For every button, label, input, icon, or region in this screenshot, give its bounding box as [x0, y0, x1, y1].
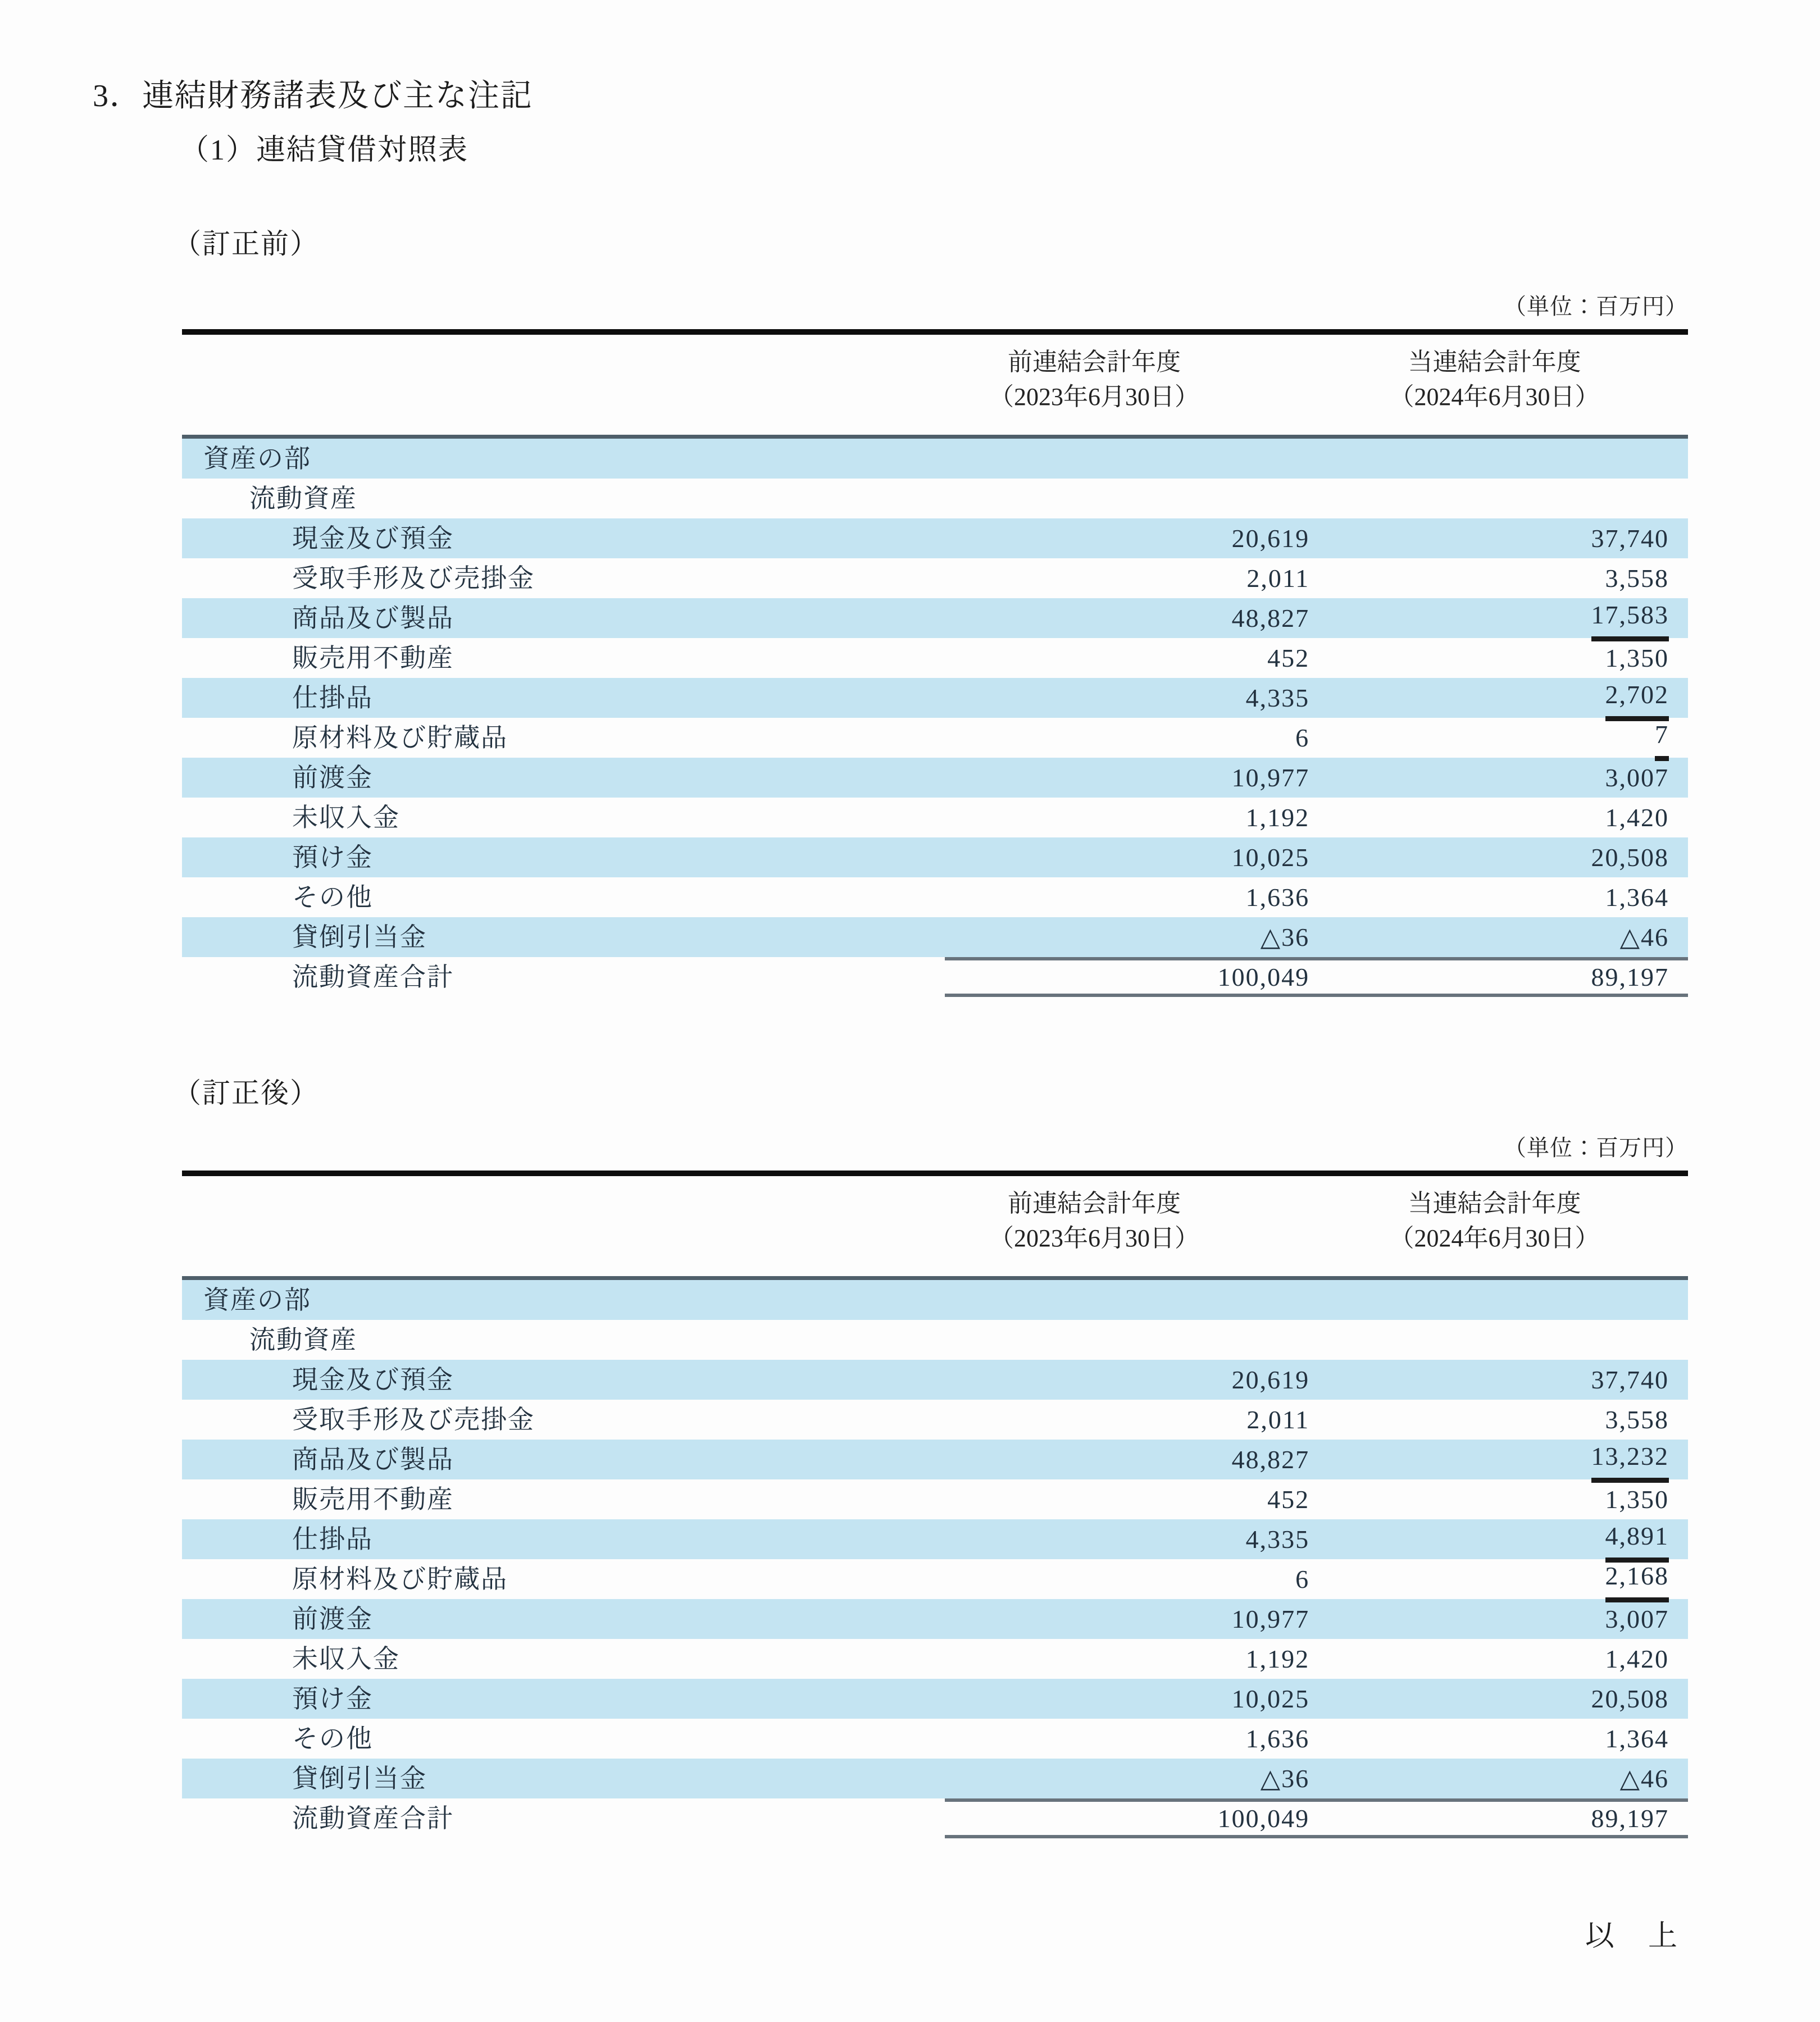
table-row — [182, 558, 1688, 598]
amount-value: 3,558 — [1605, 564, 1669, 593]
table-row — [182, 1400, 1688, 1440]
amount-value: 1,636 — [1245, 1724, 1310, 1753]
amount-value: 4,335 — [1245, 684, 1310, 712]
page-subtitle: （1）連結貸借対照表 — [180, 134, 469, 166]
amount-value: 1,192 — [1245, 803, 1310, 832]
amount-value: 37,740 — [1591, 1365, 1669, 1394]
row-label: 受取手形及び売掛金 — [292, 564, 535, 593]
amount-value: 2,011 — [1246, 564, 1310, 593]
section-label-after-correction: （訂正後） — [173, 1077, 319, 1109]
row-label: 商品及び製品 — [292, 604, 454, 632]
amount-value: 10,025 — [1231, 1684, 1310, 1713]
amount-cell — [945, 598, 1328, 638]
amount-value: 48,827 — [1231, 604, 1310, 632]
amount-cell — [1318, 479, 1688, 518]
amount-value: 1,350 — [1605, 1485, 1669, 1514]
amount-value-underlined: 4,891 — [1605, 1516, 1669, 1563]
column-header-line1: 前連結会計年度 — [1008, 1190, 1181, 1217]
amount-cell — [945, 638, 1328, 678]
table-row — [182, 1360, 1688, 1400]
amount-cell — [1328, 598, 1688, 638]
amount-value-underlined: 13,232 — [1591, 1436, 1669, 1483]
header-spacer — [182, 335, 888, 435]
amount-cell — [1328, 758, 1688, 798]
row-label: 貸倒引当金 — [292, 1764, 427, 1793]
amount-cell — [945, 558, 1328, 598]
amount-cell — [1328, 1599, 1688, 1639]
table-row — [182, 439, 1688, 479]
amount-value: 3,007 — [1605, 1605, 1669, 1633]
amount-value: 10,025 — [1231, 843, 1310, 872]
amount-value: 4,335 — [1245, 1525, 1310, 1554]
unit-label: （単位：百万円） — [1504, 1135, 1688, 1160]
amount-value: 20,619 — [1231, 1365, 1310, 1394]
table-row — [182, 1639, 1688, 1679]
column-headers — [182, 335, 1688, 435]
amount-value: 48,827 — [1231, 1445, 1310, 1474]
row-label: 資産の部 — [203, 1286, 311, 1314]
amount-value: 10,977 — [1231, 763, 1310, 792]
row-label: 貸倒引当金 — [292, 923, 427, 951]
table-row — [182, 479, 1688, 518]
amount-value: 1,364 — [1605, 1724, 1669, 1753]
amount-value-underlined: 7 — [1655, 714, 1669, 761]
amount-value: 20,508 — [1591, 843, 1669, 872]
balance-sheet-section-after — [182, 1133, 1688, 1838]
amount-cell — [945, 1400, 1328, 1440]
column-header-line2: （2024年6月30日） — [1389, 1224, 1600, 1253]
top-rule-divider — [182, 1171, 1688, 1176]
amount-cell — [1328, 518, 1688, 558]
row-label: 商品及び製品 — [292, 1445, 454, 1474]
table-row — [182, 877, 1688, 917]
amount-cell — [922, 479, 1318, 518]
amount-cell — [945, 1519, 1328, 1559]
column-header-line2: （2023年6月30日） — [989, 1224, 1199, 1253]
amount-cell — [922, 1320, 1318, 1360]
amount-cell — [1328, 1759, 1688, 1798]
row-label: 前渡金 — [292, 763, 373, 792]
table-row — [182, 1719, 1688, 1759]
section-label-before-correction: （訂正前） — [173, 228, 319, 259]
amount-value: 89,197 — [1591, 1804, 1669, 1833]
amount-cell — [945, 877, 1328, 917]
amount-value: 10,977 — [1231, 1605, 1310, 1633]
amount-cell — [1328, 678, 1688, 718]
table-row — [182, 1759, 1688, 1798]
amount-value: 6 — [1295, 723, 1310, 752]
amount-cell — [1328, 1798, 1688, 1838]
amount-cell — [945, 1719, 1328, 1759]
table-row — [182, 758, 1688, 798]
amount-cell — [899, 1280, 1307, 1320]
amount-cell — [1328, 1559, 1688, 1599]
table-row — [182, 518, 1688, 558]
column-header-previous-year — [888, 1176, 1301, 1276]
amount-value: 37,740 — [1591, 524, 1669, 553]
amount-cell — [1307, 1280, 1688, 1320]
amount-value: 1,350 — [1605, 644, 1669, 672]
row-label: 未収入金 — [292, 803, 400, 832]
row-label: 流動資産合計 — [292, 1804, 454, 1833]
amount-value: 1,192 — [1245, 1645, 1310, 1673]
table-row — [182, 837, 1688, 877]
balance-sheet-table-before — [182, 435, 1688, 997]
table-row — [182, 1679, 1688, 1719]
amount-cell — [945, 518, 1328, 558]
amount-cell — [945, 1759, 1328, 1798]
column-header-line1: 前連結会計年度 — [1008, 348, 1181, 376]
amount-cell — [899, 439, 1307, 479]
row-label: 仕掛品 — [292, 1525, 373, 1554]
amount-cell — [1328, 798, 1688, 837]
balance-sheet-section-before — [182, 292, 1688, 997]
amount-cell — [1328, 558, 1688, 598]
amount-value-underlined: 2,702 — [1605, 675, 1669, 721]
amount-cell — [1318, 1320, 1688, 1360]
amount-cell — [1328, 1639, 1688, 1679]
row-label: その他 — [292, 883, 373, 912]
column-header-line2: （2023年6月30日） — [989, 383, 1199, 411]
amount-cell — [1328, 1719, 1688, 1759]
table-row — [182, 1798, 1688, 1838]
amount-cell — [1328, 1360, 1688, 1400]
table-row — [182, 598, 1688, 638]
table-row — [182, 1599, 1688, 1639]
header-spacer — [182, 1176, 888, 1276]
amount-value: 6 — [1295, 1565, 1310, 1593]
amount-value: 2,011 — [1246, 1405, 1310, 1434]
column-header-line1: 当連結会計年度 — [1408, 348, 1581, 376]
table-row — [182, 1440, 1688, 1479]
unit-label: （単位：百万円） — [1504, 294, 1688, 319]
row-label: 受取手形及び売掛金 — [292, 1405, 535, 1434]
amount-value: 20,619 — [1231, 524, 1310, 553]
row-label: 前渡金 — [292, 1605, 373, 1633]
amount-cell — [945, 1599, 1328, 1639]
amount-value: 3,007 — [1605, 763, 1669, 792]
amount-value: 452 — [1267, 644, 1310, 672]
amount-value: 89,197 — [1591, 963, 1669, 991]
amount-cell — [945, 1440, 1328, 1479]
amount-value: 1,364 — [1605, 883, 1669, 912]
closing-mark: 以 上 — [1585, 1920, 1680, 1952]
table-row — [182, 957, 1688, 997]
amount-cell — [945, 1360, 1328, 1400]
row-label: 預け金 — [292, 1684, 373, 1713]
row-label: 現金及び預金 — [292, 1365, 454, 1394]
column-header-current-year — [1301, 1176, 1688, 1276]
amount-cell — [945, 957, 1328, 997]
amount-cell — [945, 678, 1328, 718]
table-row — [182, 638, 1688, 678]
amount-cell — [1328, 1400, 1688, 1440]
amount-cell — [945, 718, 1328, 758]
amount-cell — [1328, 638, 1688, 678]
row-label: 販売用不動産 — [292, 1485, 454, 1514]
row-label: 原材料及び貯蔵品 — [292, 723, 508, 752]
row-label: 資産の部 — [203, 444, 311, 473]
amount-cell — [945, 1679, 1328, 1719]
row-label: 原材料及び貯蔵品 — [292, 1565, 508, 1593]
amount-value: 1,636 — [1245, 883, 1310, 912]
amount-cell — [945, 758, 1328, 798]
amount-value: △46 — [1619, 1764, 1669, 1793]
amount-cell — [1328, 1519, 1688, 1559]
balance-sheet-table-after — [182, 1276, 1688, 1838]
column-header-line1: 当連結会計年度 — [1408, 1190, 1581, 1217]
amount-value: △46 — [1619, 923, 1669, 951]
amount-value: 452 — [1267, 1485, 1310, 1514]
table-row — [182, 678, 1688, 718]
amount-cell — [1328, 917, 1688, 957]
amount-cell — [945, 798, 1328, 837]
table-row — [182, 798, 1688, 837]
amount-value: 1,420 — [1605, 1645, 1669, 1673]
table-row — [182, 1519, 1688, 1559]
table-row — [182, 917, 1688, 957]
amount-cell — [1328, 1679, 1688, 1719]
amount-cell — [1328, 837, 1688, 877]
amount-cell — [945, 917, 1328, 957]
row-label: 未収入金 — [292, 1645, 400, 1673]
amount-cell — [1328, 1479, 1688, 1519]
amount-value: △36 — [1260, 923, 1310, 951]
row-label: 仕掛品 — [292, 684, 373, 712]
amount-cell — [945, 837, 1328, 877]
amount-value: 20,508 — [1591, 1684, 1669, 1713]
row-label: 流動資産 — [249, 484, 357, 513]
row-label: その他 — [292, 1724, 373, 1753]
amount-cell — [945, 1639, 1328, 1679]
table-row — [182, 1280, 1688, 1320]
row-label: 預け金 — [292, 843, 373, 872]
column-header-line2: （2024年6月30日） — [1389, 383, 1600, 411]
amount-cell — [1328, 877, 1688, 917]
table-row — [182, 1320, 1688, 1360]
table-row — [182, 1479, 1688, 1519]
amount-value: 3,558 — [1605, 1405, 1669, 1434]
amount-cell — [1328, 1440, 1688, 1479]
amount-value: △36 — [1260, 1764, 1310, 1793]
table-row — [182, 1559, 1688, 1599]
amount-value: 100,049 — [1217, 963, 1310, 991]
column-header-previous-year — [888, 335, 1301, 435]
row-label: 流動資産合計 — [292, 963, 454, 991]
amount-cell — [945, 1559, 1328, 1599]
table-row — [182, 718, 1688, 758]
amount-value: 1,420 — [1605, 803, 1669, 832]
row-label: 現金及び預金 — [292, 524, 454, 553]
amount-cell — [1328, 718, 1688, 758]
row-label: 流動資産 — [249, 1326, 357, 1354]
amount-value-underlined: 2,168 — [1605, 1556, 1669, 1602]
amount-cell — [1328, 957, 1688, 997]
column-headers — [182, 1176, 1688, 1276]
amount-cell — [945, 1479, 1328, 1519]
column-header-current-year — [1301, 335, 1688, 435]
amount-cell — [945, 1798, 1328, 1838]
row-label: 販売用不動産 — [292, 644, 454, 672]
amount-value: 100,049 — [1217, 1804, 1310, 1833]
amount-value-underlined: 17,583 — [1591, 595, 1669, 641]
top-rule-divider — [182, 329, 1688, 335]
page-title: 3．連結財務諸表及び主な注記 — [93, 79, 533, 113]
amount-cell — [1307, 439, 1688, 479]
